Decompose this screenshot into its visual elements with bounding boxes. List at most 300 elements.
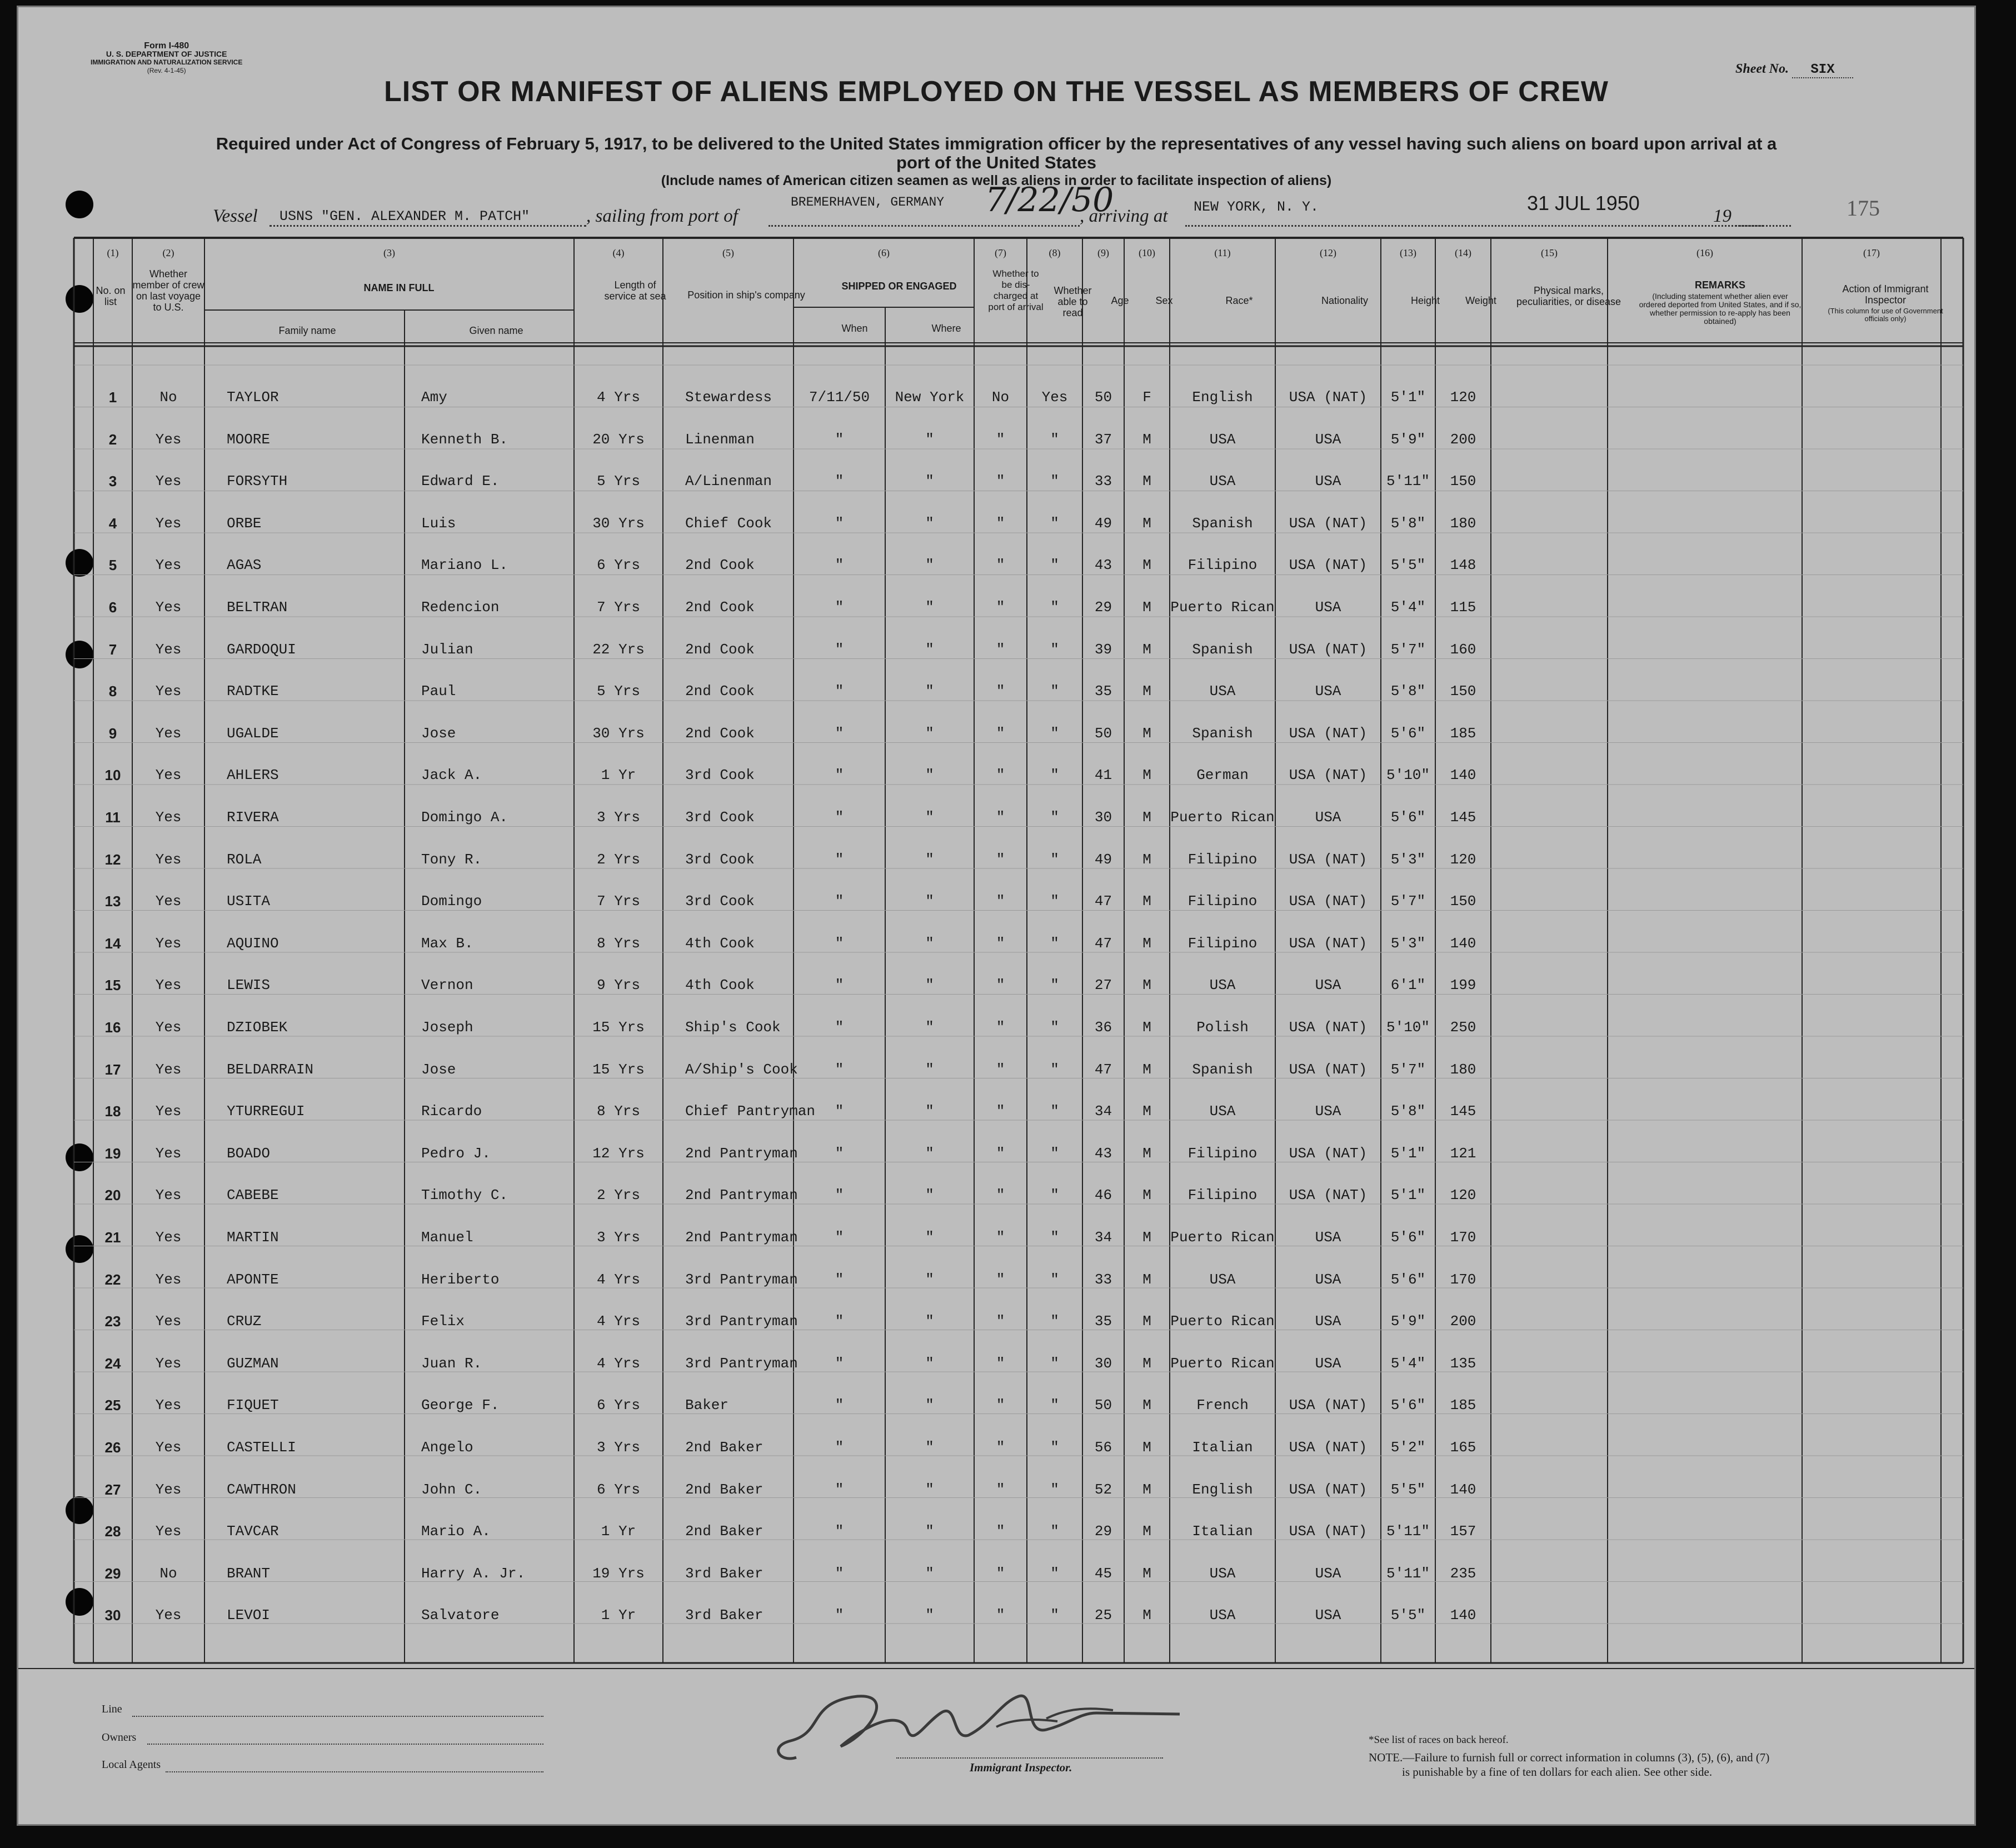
handwritten-date: 7/22/50 — [985, 181, 1114, 219]
cell-length-of-service: 20 Yrs — [592, 431, 645, 448]
form-service: IMMIGRATION AND NATURALIZATION SERVICE — [91, 58, 243, 66]
row-number: 2 — [108, 431, 117, 448]
cell-able-to-read: " — [1050, 725, 1059, 742]
row-number: 12 — [104, 851, 121, 868]
cell-shipped-when: " — [835, 1187, 844, 1204]
cell-given-name: Amy — [421, 389, 447, 406]
cell-shipped-where: " — [925, 1439, 934, 1456]
cell-member-last-voyage: Yes — [155, 1061, 182, 1078]
cell-race: Puerto Rican — [1170, 1355, 1275, 1372]
cell-position: 4th Cook — [685, 935, 755, 952]
cell-able-to-read: " — [1050, 1355, 1059, 1372]
header-member-last-voyage: Whether member of crew on last voyage to U.S. — [132, 268, 204, 313]
cell-family-name: GUZMAN — [227, 1355, 279, 1372]
cell-race: German — [1196, 767, 1249, 784]
cell-nationality: USA (NAT) — [1289, 893, 1368, 910]
arriving-label: , arriving at — [1080, 206, 1168, 226]
cell-member-last-voyage: Yes — [155, 431, 182, 448]
cell-able-to-read: " — [1050, 1397, 1059, 1414]
footer-line-label: Line — [102, 1703, 122, 1715]
cell-sex: M — [1142, 1229, 1151, 1246]
cell-height: 5'10" — [1386, 767, 1430, 784]
cell-able-to-read: " — [1050, 1145, 1059, 1162]
cell-weight: 157 — [1450, 1523, 1476, 1540]
cell-discharged: No — [991, 389, 1010, 406]
cell-height: 5'5" — [1390, 1481, 1426, 1498]
cell-able-to-read: " — [1050, 431, 1059, 448]
cell-position: A/Ship's Cook — [685, 1061, 798, 1078]
cell-shipped-where: " — [925, 725, 934, 742]
cell-discharged: " — [996, 935, 1005, 952]
cell-length-of-service: 12 Yrs — [592, 1145, 645, 1162]
cell-nationality: USA (NAT) — [1289, 389, 1368, 406]
cell-sex: M — [1142, 1607, 1151, 1624]
cell-weight: 199 — [1450, 977, 1476, 994]
cell-length-of-service: 30 Yrs — [592, 515, 645, 532]
cell-position: 2nd Cook — [685, 641, 755, 658]
cell-length-of-service: 7 Yrs — [596, 599, 640, 616]
cell-discharged: " — [996, 1103, 1005, 1120]
cell-discharged: " — [996, 473, 1005, 490]
vessel-name: USNS "GEN. ALEXANDER M. PATCH" — [280, 208, 530, 224]
cell-family-name: TAVCAR — [227, 1523, 279, 1540]
cell-able-to-read: " — [1050, 1019, 1059, 1036]
cell-given-name: Heriberto — [421, 1271, 500, 1288]
cell-nationality: USA (NAT) — [1289, 1019, 1368, 1036]
cell-age: 50 — [1094, 389, 1112, 406]
cell-nationality: USA — [1315, 473, 1341, 490]
cell-given-name: Julian — [421, 641, 473, 658]
cell-given-name: Vernon — [421, 977, 473, 994]
inspector-signature — [757, 1680, 1202, 1774]
cell-discharged: " — [996, 641, 1005, 658]
row-number: 4 — [108, 515, 117, 532]
cell-given-name: Timothy C. — [421, 1187, 508, 1204]
cell-length-of-service: 5 Yrs — [596, 683, 640, 700]
cell-able-to-read: " — [1050, 1061, 1059, 1078]
cell-given-name: Tony R. — [421, 851, 482, 868]
row-number: 11 — [105, 809, 121, 826]
column-number: (15) — [1541, 247, 1558, 258]
cell-shipped-where: " — [925, 1187, 934, 1204]
cell-race: Spanish — [1192, 641, 1253, 658]
cell-shipped-when: " — [835, 1607, 844, 1624]
cell-height: 5'1" — [1390, 1187, 1426, 1204]
header-name-in-full: NAME IN FULL — [363, 282, 435, 293]
cell-nationality: USA — [1315, 1355, 1341, 1372]
cell-able-to-read: " — [1050, 767, 1059, 784]
cell-sex: M — [1142, 1481, 1151, 1498]
header-action-inspector: Action of Immigrant Inspector — [1842, 283, 1929, 306]
row-number: 24 — [104, 1355, 121, 1372]
cell-height: 6'1" — [1390, 977, 1426, 994]
cell-sex: M — [1142, 1271, 1151, 1288]
cell-shipped-where: " — [925, 1523, 934, 1540]
cell-weight: 140 — [1450, 767, 1476, 784]
cell-race: USA — [1209, 1607, 1236, 1624]
header-when: When — [841, 323, 868, 334]
cell-race: Italian — [1192, 1439, 1253, 1456]
cell-shipped-when: " — [835, 1229, 844, 1246]
row-number: 6 — [108, 599, 117, 616]
cell-discharged: " — [996, 1607, 1005, 1624]
cell-shipped-when: " — [835, 851, 844, 868]
cell-member-last-voyage: Yes — [155, 1103, 182, 1120]
cell-member-last-voyage: Yes — [155, 1019, 182, 1036]
cell-discharged: " — [996, 1019, 1005, 1036]
cell-sex: M — [1142, 725, 1151, 742]
cell-shipped-when: " — [835, 1523, 844, 1540]
cell-race: Spanish — [1192, 1061, 1253, 1078]
cell-member-last-voyage: Yes — [155, 1607, 182, 1624]
cell-shipped-when: " — [835, 1103, 844, 1120]
cell-race: USA — [1209, 1565, 1236, 1582]
cell-length-of-service: 3 Yrs — [596, 1229, 640, 1246]
cell-family-name: APONTE — [227, 1271, 279, 1288]
cell-nationality: USA (NAT) — [1289, 515, 1368, 532]
cell-position: 3rd Pantryman — [685, 1313, 798, 1330]
cell-nationality: USA — [1315, 431, 1341, 448]
cell-race: Polish — [1196, 1019, 1249, 1036]
column-number: (6) — [878, 247, 890, 258]
header-family-name: Family name — [278, 325, 336, 336]
cell-weight: 170 — [1450, 1229, 1476, 1246]
cell-shipped-where: " — [925, 767, 934, 784]
cell-age: 36 — [1094, 1019, 1112, 1036]
cell-given-name: Ricardo — [421, 1103, 482, 1120]
cell-weight: 145 — [1450, 1103, 1476, 1120]
cell-race: Italian — [1192, 1523, 1253, 1540]
cell-able-to-read: " — [1050, 1607, 1059, 1624]
cell-position: 2nd Baker — [685, 1481, 764, 1498]
cell-height: 5'3" — [1390, 935, 1426, 952]
cell-race: Filipino — [1187, 851, 1257, 868]
cell-given-name: Angelo — [421, 1439, 473, 1456]
cell-shipped-when: " — [835, 515, 844, 532]
cell-given-name: Redencion — [421, 599, 500, 616]
cell-family-name: LEWIS — [227, 977, 271, 994]
cell-height: 5'6" — [1390, 725, 1426, 742]
header-given-name: Given name — [469, 325, 523, 336]
cell-length-of-service: 4 Yrs — [596, 389, 640, 406]
cell-position: Stewardess — [685, 389, 772, 406]
cell-shipped-where: " — [925, 1481, 934, 1498]
cell-length-of-service: 6 Yrs — [596, 1397, 640, 1414]
footer-agents-dotline — [166, 1771, 543, 1772]
cell-length-of-service: 8 Yrs — [596, 935, 640, 952]
cell-family-name: CABEBE — [227, 1187, 279, 1204]
cell-member-last-voyage: Yes — [155, 1313, 182, 1330]
column-number: (8) — [1049, 247, 1061, 258]
cell-height: 5'7" — [1390, 1061, 1426, 1078]
cell-age: 35 — [1094, 683, 1112, 700]
cell-given-name: Pedro J. — [421, 1145, 491, 1162]
cell-race: USA — [1209, 683, 1236, 700]
cell-height: 5'9" — [1390, 1313, 1426, 1330]
cell-member-last-voyage: Yes — [155, 473, 182, 490]
form-revision: (Rev. 4-1-45) — [147, 67, 186, 74]
cell-shipped-where: " — [925, 1565, 934, 1582]
cell-race: USA — [1209, 473, 1236, 490]
cell-member-last-voyage: Yes — [155, 1439, 182, 1456]
cell-nationality: USA — [1315, 1271, 1341, 1288]
cell-race: French — [1196, 1397, 1249, 1414]
cell-given-name: Domingo — [421, 893, 482, 910]
cell-able-to-read: " — [1050, 1481, 1059, 1498]
cell-nationality: USA (NAT) — [1289, 767, 1368, 784]
cell-member-last-voyage: Yes — [155, 1355, 182, 1372]
cell-family-name: YTURREGUI — [227, 1103, 305, 1120]
column-number: (5) — [722, 247, 734, 258]
inspector-dotline — [896, 1757, 1163, 1759]
cell-shipped-where: " — [925, 935, 934, 952]
header-height: Height — [1410, 295, 1440, 306]
cell-nationality: USA (NAT) — [1289, 1061, 1368, 1078]
cell-family-name: FORSYTH — [227, 473, 288, 490]
cell-position: 3rd Cook — [685, 893, 755, 910]
cell-position: Chief Cook — [685, 515, 772, 532]
cell-nationality: USA (NAT) — [1289, 1523, 1368, 1540]
cell-position: 3rd Cook — [685, 851, 755, 868]
cell-nationality: USA — [1315, 809, 1341, 826]
vessel-label: Vessel — [213, 206, 258, 226]
header-shipped-or-engaged: SHIPPED OR ENGAGED — [841, 281, 957, 292]
cell-race: Filipino — [1187, 1187, 1257, 1204]
footer-owners-dotline — [147, 1744, 543, 1745]
header-remarks-note: (Including statement whether alien ever ordered deported from United States, and if so, whether permission to re-apply has been obtained) — [1639, 292, 1802, 326]
column-number: (4) — [612, 247, 625, 258]
cell-shipped-where: " — [925, 1019, 934, 1036]
header-sex: Sex — [1155, 295, 1173, 306]
cell-given-name: Mariano L. — [421, 557, 508, 574]
penalty-note: NOTE.—Failure to furnish full or correct information in columns (3), (5), (6), and (7) — [1369, 1751, 1770, 1764]
cell-shipped-when: " — [835, 599, 844, 616]
cell-height: 5'3" — [1390, 851, 1426, 868]
cell-length-of-service: 5 Yrs — [596, 473, 640, 490]
cell-length-of-service: 2 Yrs — [596, 851, 640, 868]
cell-height: 5'6" — [1390, 1397, 1426, 1414]
footer-line-dotline — [132, 1716, 543, 1717]
cell-height: 5'11" — [1386, 1523, 1430, 1540]
cell-shipped-when: " — [835, 1565, 844, 1582]
cell-given-name: Salvatore — [421, 1607, 500, 1624]
cell-length-of-service: 1 Yr — [601, 1607, 636, 1624]
page-title: LIST OR MANIFEST OF ALIENS EMPLOYED ON THE VESSEL AS MEMBERS OF CREW — [384, 76, 1609, 108]
cell-able-to-read: " — [1050, 935, 1059, 952]
cell-length-of-service: 3 Yrs — [596, 809, 640, 826]
requirement-line-1: Required under Act of Congress of February 5, 1917, to be delivered to the United States immigration officer by the representatives of any vessel having such aliens on board upon arrival at a — [216, 134, 1777, 153]
cell-nationality: USA (NAT) — [1289, 1439, 1368, 1456]
cell-age: 37 — [1094, 431, 1112, 448]
cell-race: Puerto Rican — [1170, 809, 1275, 826]
cell-age: 49 — [1094, 515, 1112, 532]
cell-able-to-read: " — [1050, 1187, 1059, 1204]
cell-age: 34 — [1094, 1229, 1112, 1246]
cell-member-last-voyage: Yes — [155, 893, 182, 910]
cell-shipped-where: " — [925, 1271, 934, 1288]
cell-length-of-service: 4 Yrs — [596, 1355, 640, 1372]
cell-position: 2nd Pantryman — [685, 1145, 798, 1162]
cell-able-to-read: " — [1050, 641, 1059, 658]
header-weight: Weight — [1465, 295, 1496, 306]
cell-sex: M — [1142, 767, 1151, 784]
cell-position: 3rd Pantryman — [685, 1355, 798, 1372]
cell-position: 2nd Cook — [685, 557, 755, 574]
cell-member-last-voyage: Yes — [155, 725, 182, 742]
cell-length-of-service: 6 Yrs — [596, 557, 640, 574]
cell-shipped-where: " — [925, 1229, 934, 1246]
arrival-date-stamp: 31 JUL 1950 — [1527, 192, 1640, 214]
cell-member-last-voyage: Yes — [155, 599, 182, 616]
cell-sex: M — [1142, 851, 1151, 868]
cell-position: 2nd Baker — [685, 1439, 764, 1456]
form-department: U. S. DEPARTMENT OF JUSTICE — [106, 49, 227, 58]
cell-able-to-read: " — [1050, 683, 1059, 700]
cell-height: 5'7" — [1390, 641, 1426, 658]
cell-sex: M — [1142, 809, 1151, 826]
cell-family-name: AQUINO — [227, 935, 279, 952]
cell-discharged: " — [996, 1439, 1005, 1456]
cell-shipped-when: " — [835, 1481, 844, 1498]
cell-position: 2nd Cook — [685, 725, 755, 742]
arrival-port: NEW YORK, N. Y. — [1194, 199, 1319, 215]
cell-given-name: Paul — [421, 683, 456, 700]
cell-length-of-service: 15 Yrs — [592, 1061, 645, 1078]
footer-agents-label: Local Agents — [102, 1759, 161, 1771]
column-number: (9) — [1097, 247, 1109, 258]
cell-sex: M — [1142, 935, 1151, 952]
cell-discharged: " — [996, 1271, 1005, 1288]
cell-sex: M — [1142, 1187, 1151, 1204]
row-number: 26 — [104, 1439, 121, 1456]
cell-given-name: George F. — [421, 1397, 500, 1414]
cell-member-last-voyage: Yes — [155, 1481, 182, 1498]
cell-able-to-read: " — [1050, 515, 1059, 532]
cell-position: 2nd Baker — [685, 1523, 764, 1540]
cell-member-last-voyage: Yes — [155, 935, 182, 952]
cell-able-to-read: " — [1050, 557, 1059, 574]
cell-position: 2nd Pantryman — [685, 1229, 798, 1246]
cell-weight: 200 — [1450, 431, 1476, 448]
cell-age: 45 — [1094, 1565, 1112, 1582]
cell-shipped-where: " — [925, 1061, 934, 1078]
cell-sex: M — [1142, 431, 1151, 448]
cell-member-last-voyage: No — [159, 389, 177, 406]
cell-shipped-when: " — [835, 473, 844, 490]
cell-member-last-voyage: Yes — [155, 977, 182, 994]
row-number: 8 — [108, 683, 117, 700]
header-remarks: REMARKS — [1694, 279, 1745, 291]
row-number: 22 — [104, 1271, 121, 1288]
cell-race: Filipino — [1187, 893, 1257, 910]
cell-height: 5'8" — [1390, 515, 1426, 532]
cell-weight: 145 — [1450, 809, 1476, 826]
cell-shipped-where: New York — [895, 389, 965, 406]
cell-member-last-voyage: Yes — [155, 1523, 182, 1540]
cell-height: 5'2" — [1390, 1439, 1426, 1456]
cell-age: 50 — [1094, 725, 1112, 742]
cell-nationality: USA — [1315, 1229, 1341, 1246]
cell-weight: 120 — [1450, 851, 1476, 868]
cell-discharged: " — [996, 683, 1005, 700]
cell-age: 47 — [1094, 935, 1112, 952]
cell-weight: 115 — [1450, 599, 1476, 616]
cell-weight: 140 — [1450, 1481, 1476, 1498]
cell-given-name: Felix — [421, 1313, 465, 1330]
cell-sex: M — [1142, 1565, 1151, 1582]
cell-member-last-voyage: Yes — [155, 515, 182, 532]
cell-position: Chief Pantryman — [685, 1103, 816, 1120]
cell-age: 47 — [1094, 1061, 1112, 1078]
cell-shipped-where: " — [925, 1313, 934, 1330]
cell-shipped-when: " — [835, 1061, 844, 1078]
cell-family-name: TAYLOR — [227, 389, 279, 406]
cell-nationality: USA (NAT) — [1289, 851, 1368, 868]
cell-sex: M — [1142, 1061, 1151, 1078]
header-no-on-list: No. on list — [96, 285, 126, 307]
cell-shipped-when: " — [835, 1439, 844, 1456]
cell-member-last-voyage: Yes — [155, 767, 182, 784]
cell-nationality: USA (NAT) — [1289, 1187, 1368, 1204]
cell-age: 30 — [1094, 1355, 1112, 1372]
column-number: (2) — [162, 247, 174, 258]
cell-weight: 121 — [1450, 1145, 1476, 1162]
cell-nationality: USA — [1315, 683, 1341, 700]
stamp-number: 175 — [1847, 196, 1880, 221]
cell-shipped-where: " — [925, 599, 934, 616]
cell-shipped-where: " — [925, 683, 934, 700]
cell-age: 43 — [1094, 1145, 1112, 1162]
cell-age: 29 — [1094, 599, 1112, 616]
cell-shipped-when: " — [835, 893, 844, 910]
sheet-number-label: Sheet No. — [1735, 62, 1789, 76]
cell-weight: 120 — [1450, 1187, 1476, 1204]
departure-port: BREMERHAVEN, GERMANY — [791, 195, 945, 209]
cell-age: 39 — [1094, 641, 1112, 658]
cell-given-name: Luis — [421, 515, 456, 532]
cell-shipped-where: " — [925, 1103, 934, 1120]
sailing-label: , sailing from port of — [586, 206, 738, 226]
cell-shipped-where: " — [925, 1607, 934, 1624]
cell-length-of-service: 1 Yr — [601, 1523, 636, 1540]
row-number: 10 — [104, 767, 121, 784]
row-number: 13 — [104, 893, 121, 910]
cell-height: 5'11" — [1386, 473, 1430, 490]
cell-shipped-where: " — [925, 473, 934, 490]
cell-age: 35 — [1094, 1313, 1112, 1330]
column-number: (12) — [1320, 247, 1336, 258]
cell-position: Linenman — [685, 431, 755, 448]
cell-family-name: ROLA — [227, 851, 262, 868]
row-number: 7 — [108, 641, 117, 658]
column-number: (13) — [1400, 247, 1416, 258]
cell-able-to-read: " — [1050, 1229, 1059, 1246]
cell-shipped-when: " — [835, 935, 844, 952]
row-number: 18 — [104, 1103, 121, 1120]
cell-position: 4th Cook — [685, 977, 755, 994]
column-number: (1) — [107, 247, 119, 258]
cell-member-last-voyage: Yes — [155, 809, 182, 826]
row-number: 25 — [104, 1397, 121, 1414]
cell-shipped-when: " — [835, 809, 844, 826]
cell-length-of-service: 4 Yrs — [596, 1271, 640, 1288]
cell-sex: M — [1142, 599, 1151, 616]
cell-shipped-where: " — [925, 431, 934, 448]
cell-race: USA — [1209, 1271, 1236, 1288]
cell-nationality: USA (NAT) — [1289, 1145, 1368, 1162]
cell-nationality: USA — [1315, 1313, 1341, 1330]
cell-able-to-read: " — [1050, 977, 1059, 994]
